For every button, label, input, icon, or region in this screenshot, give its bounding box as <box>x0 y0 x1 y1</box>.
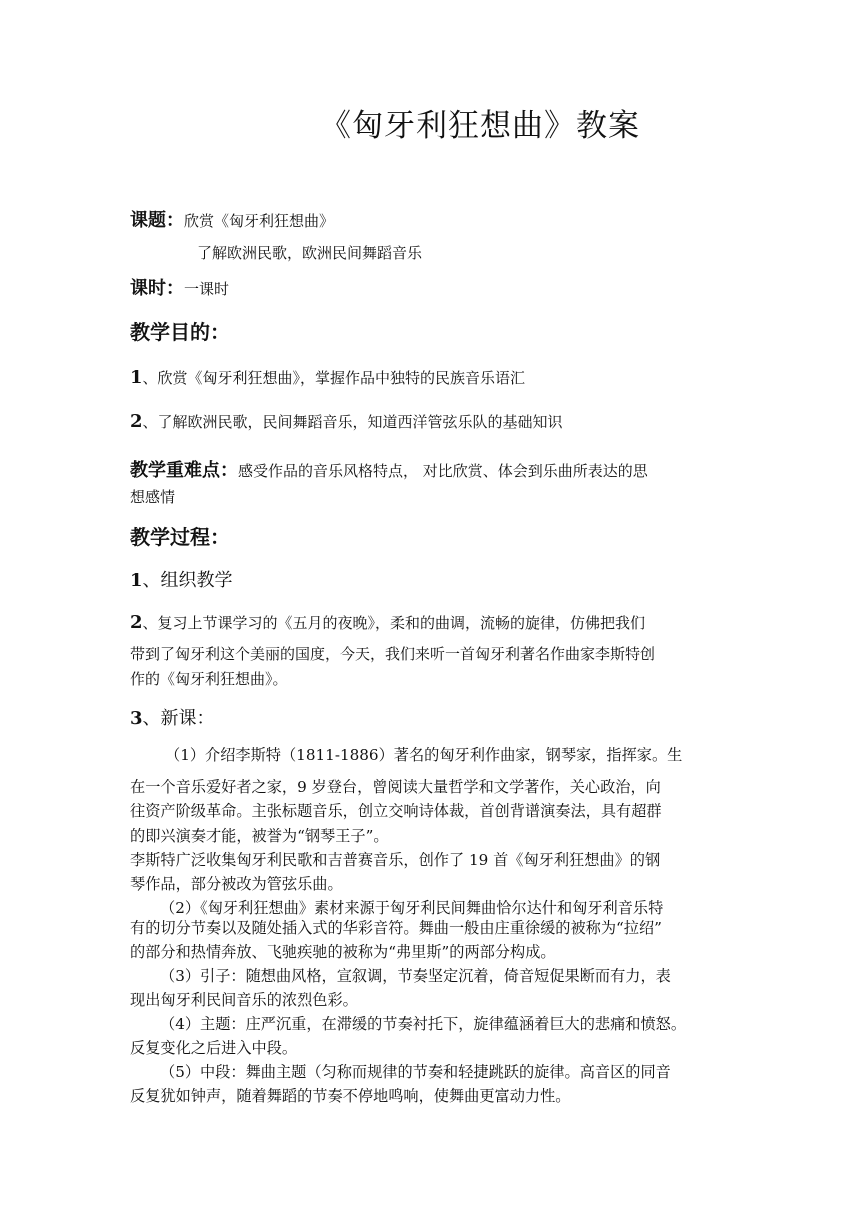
document-title: 《匈牙利狂想曲》教案 <box>320 108 640 144</box>
process-step-3: 3、新课： <box>130 708 215 729</box>
body-line: 反复犹如钟声，随着舞蹈的节奏不停地鸣响，使舞曲更富动力性。 <box>130 1087 571 1105</box>
objective-item: 1、欣赏《匈牙利狂想曲》，掌握作品中独特的民族音乐语汇 <box>130 367 526 388</box>
period-value: 一课时 <box>184 280 230 298</box>
body-line: 琴作品，部分被改为管弦乐曲。 <box>130 875 343 893</box>
body-line: （2）《匈牙利狂想曲》素材来源于匈牙利民间舞曲恰尔达什和匈牙利音乐特 <box>160 899 664 917</box>
body-line: （5）中段：舞曲主题（匀称而规律的节奏和轻捷跳跃的旋律。高音区的同音 <box>160 1063 671 1081</box>
process-step-2-line-1: 2、复习上节课学习的《五月的夜晚》，柔和的曲调，流畅的旋律，仿佛把我们 <box>130 612 646 633</box>
body-line: 的即兴演奏才能，被誉为“钢琴王子”。 <box>130 827 389 845</box>
topic-line-1: 欣赏《匈牙利狂想曲》 <box>184 212 335 230</box>
objective-item: 2、了解欧洲民歌，民间舞蹈音乐，知道西洋管弦乐队的基础知识 <box>130 411 563 432</box>
key-points-label: 教学重难点： <box>130 460 238 481</box>
body-line: 现出匈牙利民间音乐的浓烈色彩。 <box>130 991 358 1009</box>
process-step-2-line-2: 带到了匈牙利这个美丽的国度，今天，我们来听一首匈牙利著名作曲家李斯特创 <box>130 645 656 663</box>
body-line: 的部分和热情奔放、飞驰疾驰的被称为“弗里斯”的两部分构成。 <box>130 943 556 961</box>
topic-row <box>130 206 334 232</box>
body-line: 李斯特广泛收集匈牙利民歌和吉普赛音乐，创作了 19 首《匈牙利狂想曲》的钢 <box>130 851 661 869</box>
period-label: 课时： <box>130 278 184 299</box>
body-line: （4）主题：庄严沉重，在滞缓的节奏衬托下，旋律蕴涵着巨大的悲痛和愤怒。 <box>160 1015 687 1033</box>
body-line: 有的切分节奏以及随处插入式的华彩音符。舞曲一般由庄重徐缓的被称为“拉绍” <box>130 919 662 937</box>
process-step-1: 1、组织教学 <box>130 570 233 591</box>
process-step-2-line-3: 作的《匈牙利狂想曲》。 <box>130 670 288 688</box>
process-heading: 教学过程： <box>130 525 230 549</box>
key-points-line-2: 想感情 <box>130 488 176 506</box>
topic-line-2: 了解欧洲民歌，欧洲民间舞蹈音乐 <box>197 244 423 262</box>
body-line: （1）介绍李斯特（1811-1886）著名的匈牙利作曲家，钢琴家，指挥家。生 <box>165 746 683 764</box>
body-line: （3）引子：随想曲风格，宣叙调，节奏坚定沉着，倚音短促果断而有力，表 <box>160 967 671 985</box>
body-line: 往资产阶级革命。主张标题音乐，创立交响诗体裁，首创背谱演奏法，具有超群 <box>130 802 662 820</box>
key-points-line-1: 教学重难点：感受作品的音乐风格特点， 对比欣赏、体会到乐曲所表达的思 <box>130 460 648 481</box>
body-line: 反复变化之后进入中段。 <box>130 1039 298 1057</box>
period-row <box>130 274 229 300</box>
topic-label: 课题： <box>130 210 184 231</box>
objectives-heading: 教学目的： <box>130 320 230 344</box>
body-line: 在一个音乐爱好者之家，9 岁登台，曾阅读大量哲学和文学著作，关心政治，向 <box>130 778 661 796</box>
